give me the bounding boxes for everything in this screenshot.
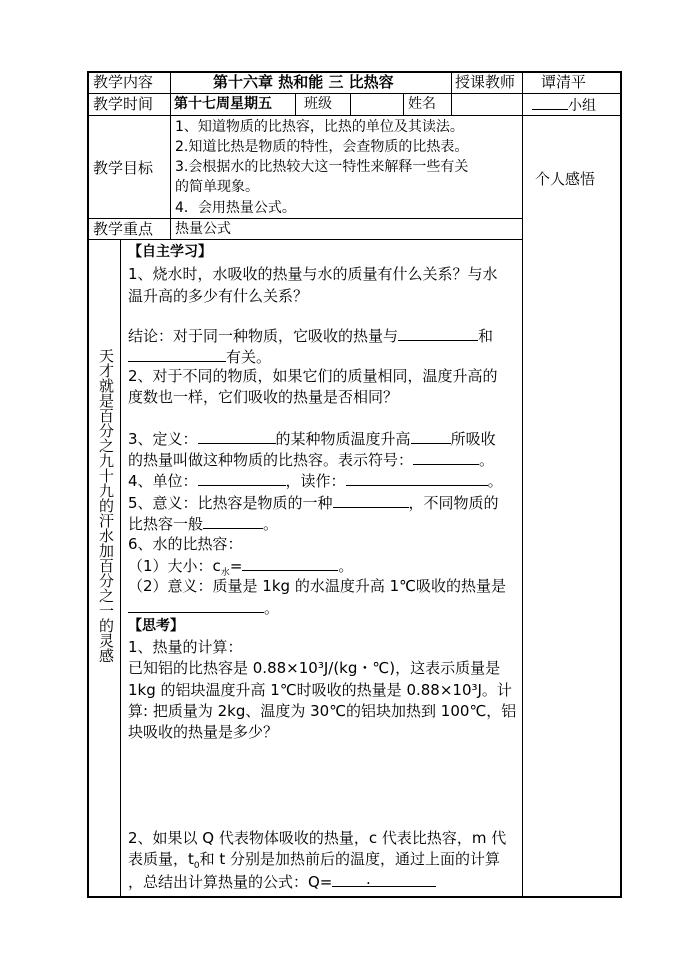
subscript-zero: 0 — [193, 861, 200, 871]
conclusion-text: 和 — [478, 327, 494, 345]
question-text: 。 — [263, 515, 279, 533]
goal-line: 的简单现象。 — [175, 179, 259, 195]
column-divider — [120, 239, 121, 897]
question-text: = — [229, 557, 243, 575]
question-text: 。 — [338, 557, 354, 575]
question-line: 6、水的比热容： — [128, 535, 243, 553]
label-key-point: 教学重点 — [93, 220, 154, 238]
conclusion-text: 有关。 — [226, 348, 272, 366]
thinking-line: 块吸收的热量是多少？ — [128, 723, 279, 741]
label-teaching-content: 教学内容 — [93, 73, 154, 91]
question-line: 温升高的多少有什么关系？ — [128, 287, 309, 305]
question-line: 度数也一样，它们吸收的热量是否相同？ — [128, 388, 399, 406]
answer-blank[interactable] — [332, 871, 436, 887]
answer-blank[interactable] — [128, 597, 264, 613]
question-line — [128, 449, 494, 470]
column-divider — [451, 71, 452, 115]
question-line — [128, 597, 279, 618]
question-text: 。 — [479, 451, 495, 469]
key-point-value: 热量公式 — [175, 221, 231, 237]
column-divider — [403, 93, 404, 115]
question-text: （1）大小：c — [128, 557, 221, 575]
goal-line: 3.会根据水的比热较大这一特性来解释一些有关 — [175, 159, 469, 175]
answer-blank[interactable] — [346, 470, 488, 486]
question-line: 1、烧水时，水吸收的热量与水的质量有什么关系？与水 — [128, 265, 498, 283]
teaching-time: 第十七周星期五 — [174, 96, 272, 112]
answer-blank[interactable] — [398, 325, 478, 341]
question-text: 所吸收 — [450, 430, 496, 448]
table-border-bottom — [87, 896, 622, 898]
group-suffix: 小组 — [568, 98, 596, 114]
thinking-line: 1kg 的铝块温度升高 1℃时吸收的热量是 0.88×10³J。计 — [128, 681, 512, 699]
answer-blank[interactable] — [333, 492, 409, 508]
conclusion-text: 结论：对于同一种物质，它吸收的热量与 — [128, 327, 399, 345]
lesson-title: 第十六章 热和能 三 比热容 — [213, 73, 394, 91]
goal-line: 2.知道比热是物质的特性，会查物质的比热表。 — [175, 139, 469, 155]
column-divider — [350, 93, 351, 115]
question-text: 。 — [487, 472, 503, 490]
question-text: 比热容一般 — [128, 515, 204, 533]
answer-blank[interactable] — [198, 428, 276, 444]
column-divider — [522, 71, 523, 897]
thinking-line: 算: 把质量为 2kg、温度为 30℃的铝块加热到 100℃，铝 — [128, 702, 517, 720]
question-text: ，读作： — [285, 472, 346, 490]
teacher-name: 谭清平 — [541, 73, 587, 91]
label-name: 姓名 — [408, 96, 436, 112]
thinking-text: ，总结出计算热量的公式：Q= — [128, 873, 333, 891]
conclusion-line — [128, 325, 493, 346]
question-line — [128, 428, 496, 449]
question-text: 5、意义：比热容是物质的一种 — [128, 494, 333, 512]
subscript-water: 水 — [220, 568, 230, 578]
label-personal-reflection: 个人感悟 — [535, 170, 596, 188]
row-divider — [87, 239, 523, 240]
question-text: 的某种物质温度升高 — [275, 430, 411, 448]
column-divider — [170, 71, 171, 239]
thinking-line: 已知铝的比热容是 0.88×10³J/(kg・℃)，这表示质量是 — [128, 659, 501, 677]
question-line — [128, 513, 278, 534]
column-divider — [295, 93, 296, 115]
thinking-line — [128, 871, 436, 892]
label-teaching-goals: 教学目标 — [93, 159, 154, 177]
group-blank[interactable] — [532, 94, 568, 110]
thinking-text: 表质量，t — [128, 850, 194, 868]
conclusion-line — [128, 346, 271, 367]
label-teacher: 授课教师 — [455, 73, 516, 91]
answer-blank[interactable] — [198, 470, 286, 486]
goal-line: 1、知道物质的比热容，比热的单位及其读法。 — [175, 119, 464, 135]
goal-line: 4．会用热量公式。 — [175, 200, 296, 216]
question-line — [128, 492, 499, 513]
question-text: 的热量叫做这种物质的比热容。表示符号： — [128, 451, 414, 469]
question-text: 3、定义： — [128, 430, 198, 448]
label-class: 班级 — [304, 96, 332, 112]
side-motto: 天才就是百分之九十九的汗水加百分之一的灵感 — [97, 348, 115, 663]
question-line — [128, 470, 503, 491]
question-line: （2）意义：质量是 1kg 的水温度升高 1℃吸收的热量是 — [128, 577, 506, 595]
group-field — [532, 94, 596, 116]
thinking-line: 1、热量的计算： — [128, 638, 243, 656]
label-teaching-time: 教学时间 — [93, 95, 154, 113]
table-border-right — [620, 71, 622, 898]
question-text: 4、单位： — [128, 472, 198, 490]
self-study-heading: 【自主学习】 — [128, 244, 212, 260]
answer-blank[interactable] — [411, 428, 451, 444]
answer-blank[interactable] — [203, 513, 263, 529]
answer-blank[interactable] — [128, 346, 226, 362]
answer-blank[interactable] — [413, 449, 479, 465]
thinking-line: 2、如果以 Q 代表物体吸收的热量，c 代表比热容，m 代 — [128, 829, 507, 847]
question-line: 2、对于不同的物质，如果它们的质量相同，温度升高的 — [128, 367, 498, 385]
thinking-text: 和 t 分别是加热前后的温度，通过上面的计算 — [199, 850, 501, 868]
question-text: 。 — [264, 599, 280, 617]
question-text: ，不同物质的 — [408, 494, 499, 512]
thinking-heading: 【思考】 — [128, 618, 184, 634]
answer-blank[interactable] — [242, 555, 338, 571]
stray-dot: . — [366, 870, 371, 888]
